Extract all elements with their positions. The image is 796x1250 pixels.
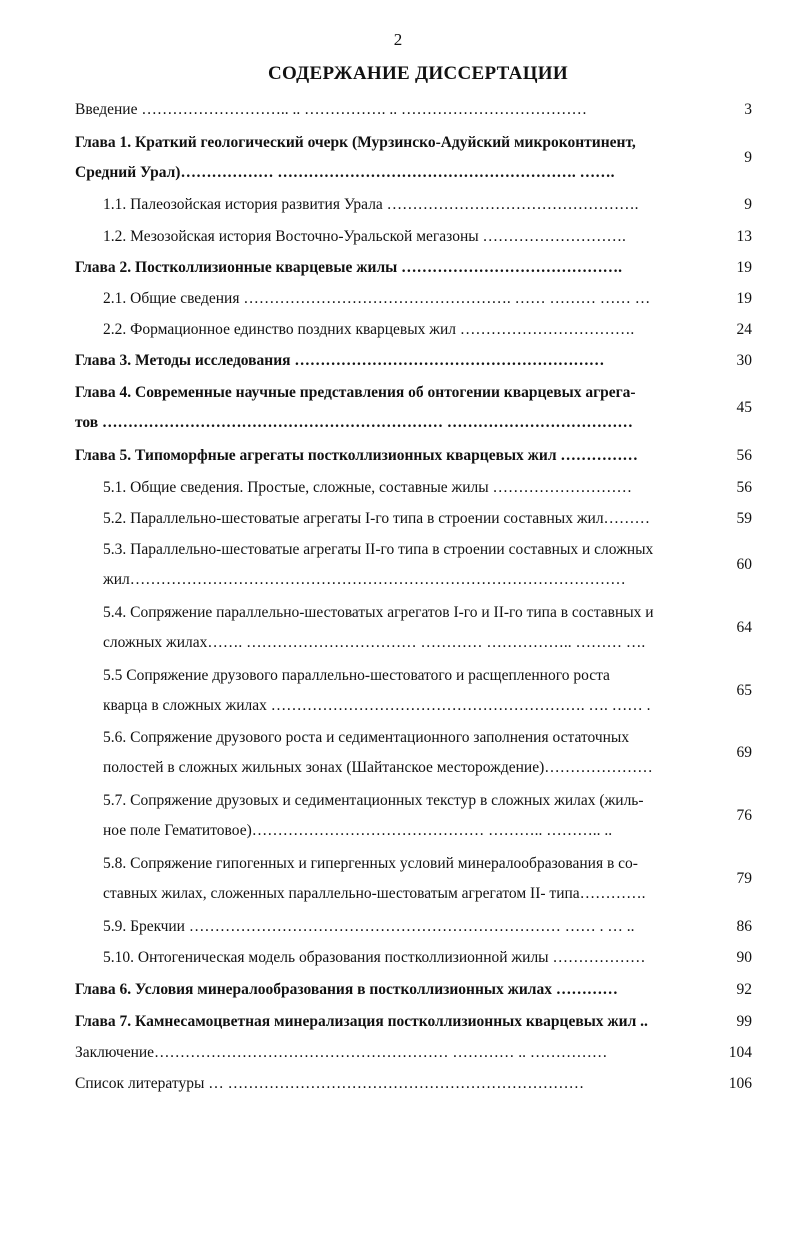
toc-entry-text: Глава 4. Современные научные представления об онтогении кварцевых агрега- bbox=[75, 384, 636, 401]
toc-entry-references bbox=[75, 1069, 584, 1099]
toc-page-number: 30 bbox=[736, 352, 752, 369]
toc-page-number: 19 bbox=[736, 290, 752, 307]
toc-entry-text: кварца в сложных жилах ……………………………………………………. …. …… . bbox=[103, 697, 651, 714]
toc-entry-section-5-4 bbox=[103, 598, 654, 658]
toc-entry-text: Глава 1. Краткий геологический очерк (Мурзинско-Адуйский микроконтинент, bbox=[75, 134, 636, 151]
toc-entry-text: ное поле Гематитовое)……………………………………… ……….. ……….. .. bbox=[103, 822, 613, 839]
toc-entry-text: полостей в сложных жильных зонах (Шайтанское месторождение)………………… bbox=[103, 759, 653, 776]
toc-entry-text: 2.1. Общие сведения ……………………………………………. …… ……… …… … bbox=[103, 290, 651, 307]
toc-entry-text: жил…………………………………………………………………………………… bbox=[103, 571, 626, 588]
toc-entry-chapter-5 bbox=[75, 441, 638, 471]
toc-entry-section-2-2 bbox=[103, 315, 634, 345]
toc-page-number: 60 bbox=[736, 556, 752, 573]
toc-entry-text: Глава 7. Камнесамоцветная минерализация постколлизионных кварцевых жил .. bbox=[75, 1013, 648, 1030]
toc-page-number: 92 bbox=[736, 981, 752, 998]
toc-entry-text: Средний Урал)……………… …………………………………………………. ……. bbox=[75, 164, 615, 181]
toc-entry-section-2-1 bbox=[103, 284, 650, 314]
toc-page-number: 64 bbox=[736, 619, 752, 636]
toc-page-number: 3 bbox=[744, 101, 752, 118]
toc-entry-text: 5.4. Сопряжение параллельно-шестоватых агрегатов I-го и II-го типа в составных и bbox=[103, 604, 654, 621]
page-number: 2 bbox=[393, 30, 403, 49]
toc-entry-text: тов ………………………………………………………… ……………………………… bbox=[75, 414, 633, 431]
toc-page-number: 9 bbox=[744, 149, 752, 166]
toc-entry-section-1-2 bbox=[103, 222, 626, 252]
toc-entry-chapter-1 bbox=[75, 128, 636, 188]
toc-page-number: 79 bbox=[736, 870, 752, 887]
toc-page-number: 90 bbox=[736, 949, 752, 966]
toc-page-number: 19 bbox=[736, 259, 752, 276]
toc-entry-section-5-9 bbox=[103, 912, 634, 942]
toc-page-number: 45 bbox=[736, 399, 752, 416]
toc-entry-section-5-1 bbox=[103, 473, 632, 503]
toc-entry-chapter-3 bbox=[75, 346, 604, 376]
toc-entry-text: Введение ……………………….. .. ……………. .. ……………………………… bbox=[75, 101, 587, 118]
toc-entry-text: 5.10. Онтогеническая модель образования постколлизионной жилы ……………… bbox=[103, 949, 646, 966]
toc-entry-section-5-2 bbox=[103, 504, 650, 534]
toc-entry-text: 5.2. Параллельно-шестоватые агрегаты I-го типа в строении составных жил……… bbox=[103, 510, 651, 527]
toc-entry-section-5-10 bbox=[103, 943, 645, 973]
toc-page-number: 99 bbox=[736, 1013, 752, 1030]
toc-entry-section-5-5 bbox=[103, 661, 651, 721]
toc-entry-text: 2.2. Формационное единство поздних кварцевых жил ……………………………. bbox=[103, 321, 635, 338]
toc-page-number: 86 bbox=[736, 918, 752, 935]
toc-entry-chapter-2 bbox=[75, 253, 622, 283]
toc-page-number: 106 bbox=[728, 1075, 752, 1092]
toc-entry-text: Глава 6. Условия минералообразования в постколлизионных жилах ………… bbox=[75, 981, 618, 998]
toc-page-number: 56 bbox=[736, 447, 752, 464]
toc-page-number: 65 bbox=[736, 682, 752, 699]
toc-entry-text: 5.7. Сопряжение друзовых и седиментационных текстур в сложных жилах (жиль- bbox=[103, 792, 644, 809]
toc-entry-text: Глава 3. Методы исследования …………………………………………………… bbox=[75, 352, 605, 369]
toc-entry-text: 5.5 Сопряжение друзового параллельно-шестоватого и расщепленного роста bbox=[103, 667, 610, 684]
toc-entry-text: Заключение………………………………………………… ………… .. …………… bbox=[75, 1044, 608, 1061]
toc-entry-text: 5.8. Сопряжение гипогенных и гипергенных условий минералообразования в со- bbox=[103, 855, 638, 872]
toc-entry-chapter-7 bbox=[75, 1007, 648, 1037]
toc-entry-section-1-1 bbox=[103, 190, 639, 220]
toc-entry-text: Глава 2. Постколлизионные кварцевые жилы ……………………………………. bbox=[75, 259, 623, 276]
toc-entry-text: 1.2. Мезозойская история Восточно-Уральской мегазоны ………………………. bbox=[103, 228, 626, 245]
toc-entry-text: сложных жилах……. …………………………… ………… …………….. ……… …. bbox=[103, 634, 646, 651]
toc-entry-text: 5.1. Общие сведения. Простые, сложные, составные жилы ……………………… bbox=[103, 479, 633, 496]
toc-entry-introduction bbox=[75, 95, 587, 125]
toc-entry-text: ставных жилах, сложенных параллельно-шестоватым агрегатом II- типа…………. bbox=[103, 885, 646, 902]
toc-entry-section-5-7 bbox=[103, 786, 644, 846]
toc-entry-text: Список литературы … …………………………………………………………… bbox=[75, 1075, 585, 1092]
toc-page-number: 9 bbox=[744, 196, 752, 213]
toc-entry-text: 5.3. Параллельно-шестоватые агрегаты II-го типа в строении составных и сложных bbox=[103, 541, 654, 558]
toc-page-number: 13 bbox=[736, 228, 752, 245]
toc-page-number: 24 bbox=[736, 321, 752, 338]
toc-page-number: 104 bbox=[728, 1044, 752, 1061]
toc-entry-conclusion bbox=[75, 1038, 607, 1068]
toc-entry-section-5-3 bbox=[103, 535, 653, 595]
page-title: СОДЕРЖАНИЕ ДИССЕРТАЦИИ bbox=[268, 63, 568, 84]
toc-entry-section-5-8 bbox=[103, 849, 646, 909]
toc-page-number: 76 bbox=[736, 807, 752, 824]
toc-page-number: 56 bbox=[736, 479, 752, 496]
toc-entry-chapter-4 bbox=[75, 378, 636, 438]
toc-entry-text: 5.9. Брекчии ……………………………………………………………… …… . … .. bbox=[103, 918, 635, 935]
toc-page-number: 69 bbox=[736, 744, 752, 761]
toc-entry-text: Глава 5. Типоморфные агрегаты постколлизионных кварцевых жил …………… bbox=[75, 447, 638, 464]
toc-entry-text: 1.1. Палеозойская история развития Урала …………………………………………. bbox=[103, 196, 639, 213]
toc-entry-text: 5.6. Сопряжение друзового роста и седиментационного заполнения остаточных bbox=[103, 729, 630, 746]
toc-entry-chapter-6 bbox=[75, 975, 618, 1005]
toc-page-number: 59 bbox=[736, 510, 752, 527]
toc-entry-section-5-6 bbox=[103, 723, 653, 783]
